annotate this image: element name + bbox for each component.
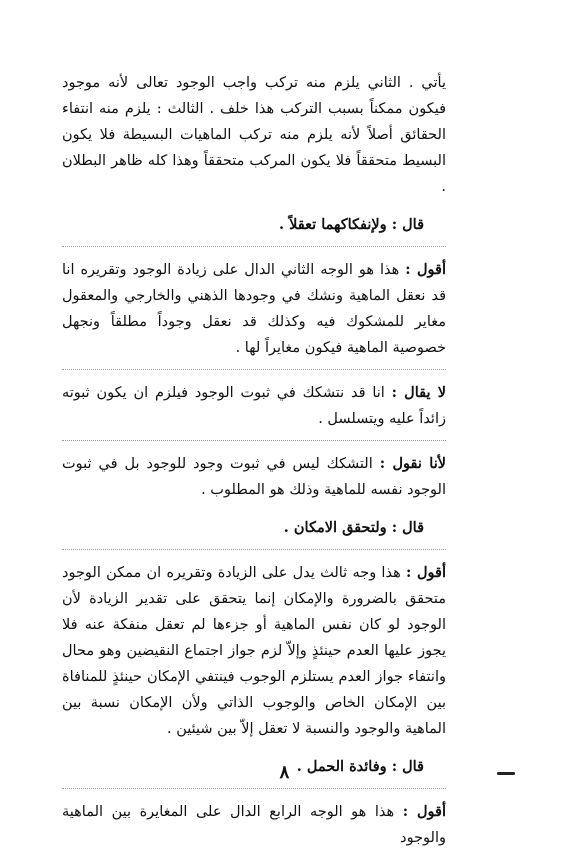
spacer: [62, 503, 446, 515]
paragraph-lead: أقول :: [402, 803, 447, 820]
divider: [62, 549, 446, 550]
paragraph-lead: لأنا نقول :: [379, 455, 446, 472]
page-number: ٨: [279, 762, 290, 783]
divider: [62, 246, 446, 247]
paragraph-body: هذا وجه ثالث يدل على الزيادة وتقريره ان ممكن الوجود متحقق بالضرورة والإمكان إنما يتحقق على تقدير الزيادة لأن الوجود لو كان نفس الماهية أو جزءها لم تعقل منفكة عنه فلا يجوز عليها العدم حينئذٍ وإلاّ لزم جواز اجتماع النقيضين وهو محال وانتفاء جواز العدم يستلزم الوجوب فينتفي الإمكان حينئذٍ للمنافاة بين الإمكان الخاص والوجوب الذاتي ولأن الإمكان نسبة بين الماهية والوجود والنسبة لا تعقل إلاّ بين شيئين .: [62, 565, 446, 737]
page-text: [62, 70, 446, 851]
paragraph-lead: لا يقال :: [391, 384, 447, 401]
paragraph-5: [62, 560, 446, 742]
paragraph-2: [62, 257, 446, 361]
divider: [62, 440, 446, 441]
paragraph-1: يأتي . الثاني يلزم منه تركب واجب الوجود تعالى لأنه موجود فيكون ممكناً بسبب التركب هذا خلف . الثالث : يلزم منه انتفاء الحقائق أصلاً لأنه يلزم منه تركب الماهيات البسيطة فلا يكون البسيط متحققاً فلا يكون المركب متحققاً وهذا كله ظاهر البطلان .: [62, 75, 446, 195]
paragraph-4: [62, 451, 446, 503]
paragraph-3: [62, 380, 446, 432]
corner-mark: [497, 772, 515, 775]
paragraph-6: [62, 799, 446, 851]
paragraph-body: هذا هو الوجه الرابع الدال على المغايرة بين الماهية والوجود: [62, 804, 446, 846]
paragraph-body: هذا هو الوجه الثاني الدال على زيادة الوجود وتقريره انا قد نعقل الماهية ونشك في وجودها الذهني والخارجي والمعقول مغاير للمشكوك فيه وكذلك قد نعقل وجوداً مطلقاً ونجهل خصوصية الماهية فيكون مغايراً لها .: [62, 262, 446, 356]
paragraph-body: انا قد نتشكك في ثبوت الوجود فيلزم ان يكون ثبوته زائداً عليه ويتسلسل .: [62, 385, 446, 427]
paragraph-lead: أقول :: [405, 564, 446, 581]
divider: [62, 788, 446, 789]
heading-qal-2: قال : ولتحقق الامكان .: [283, 519, 424, 536]
spacer: [62, 200, 446, 212]
divider: [62, 369, 446, 370]
heading-qal-1: قال : ولإنفكاكهما تعقلاً .: [279, 216, 424, 233]
paragraph-body: التشكك ليس في ثبوت وجود للوجود بل في ثبوت الوجود نفسه للماهية وذلك هو المطلوب .: [62, 456, 446, 498]
spacer: [62, 742, 446, 754]
paragraph-lead: أقول :: [405, 261, 447, 278]
heading-qal-3: قال : وفائدة الحمل .: [296, 758, 424, 775]
